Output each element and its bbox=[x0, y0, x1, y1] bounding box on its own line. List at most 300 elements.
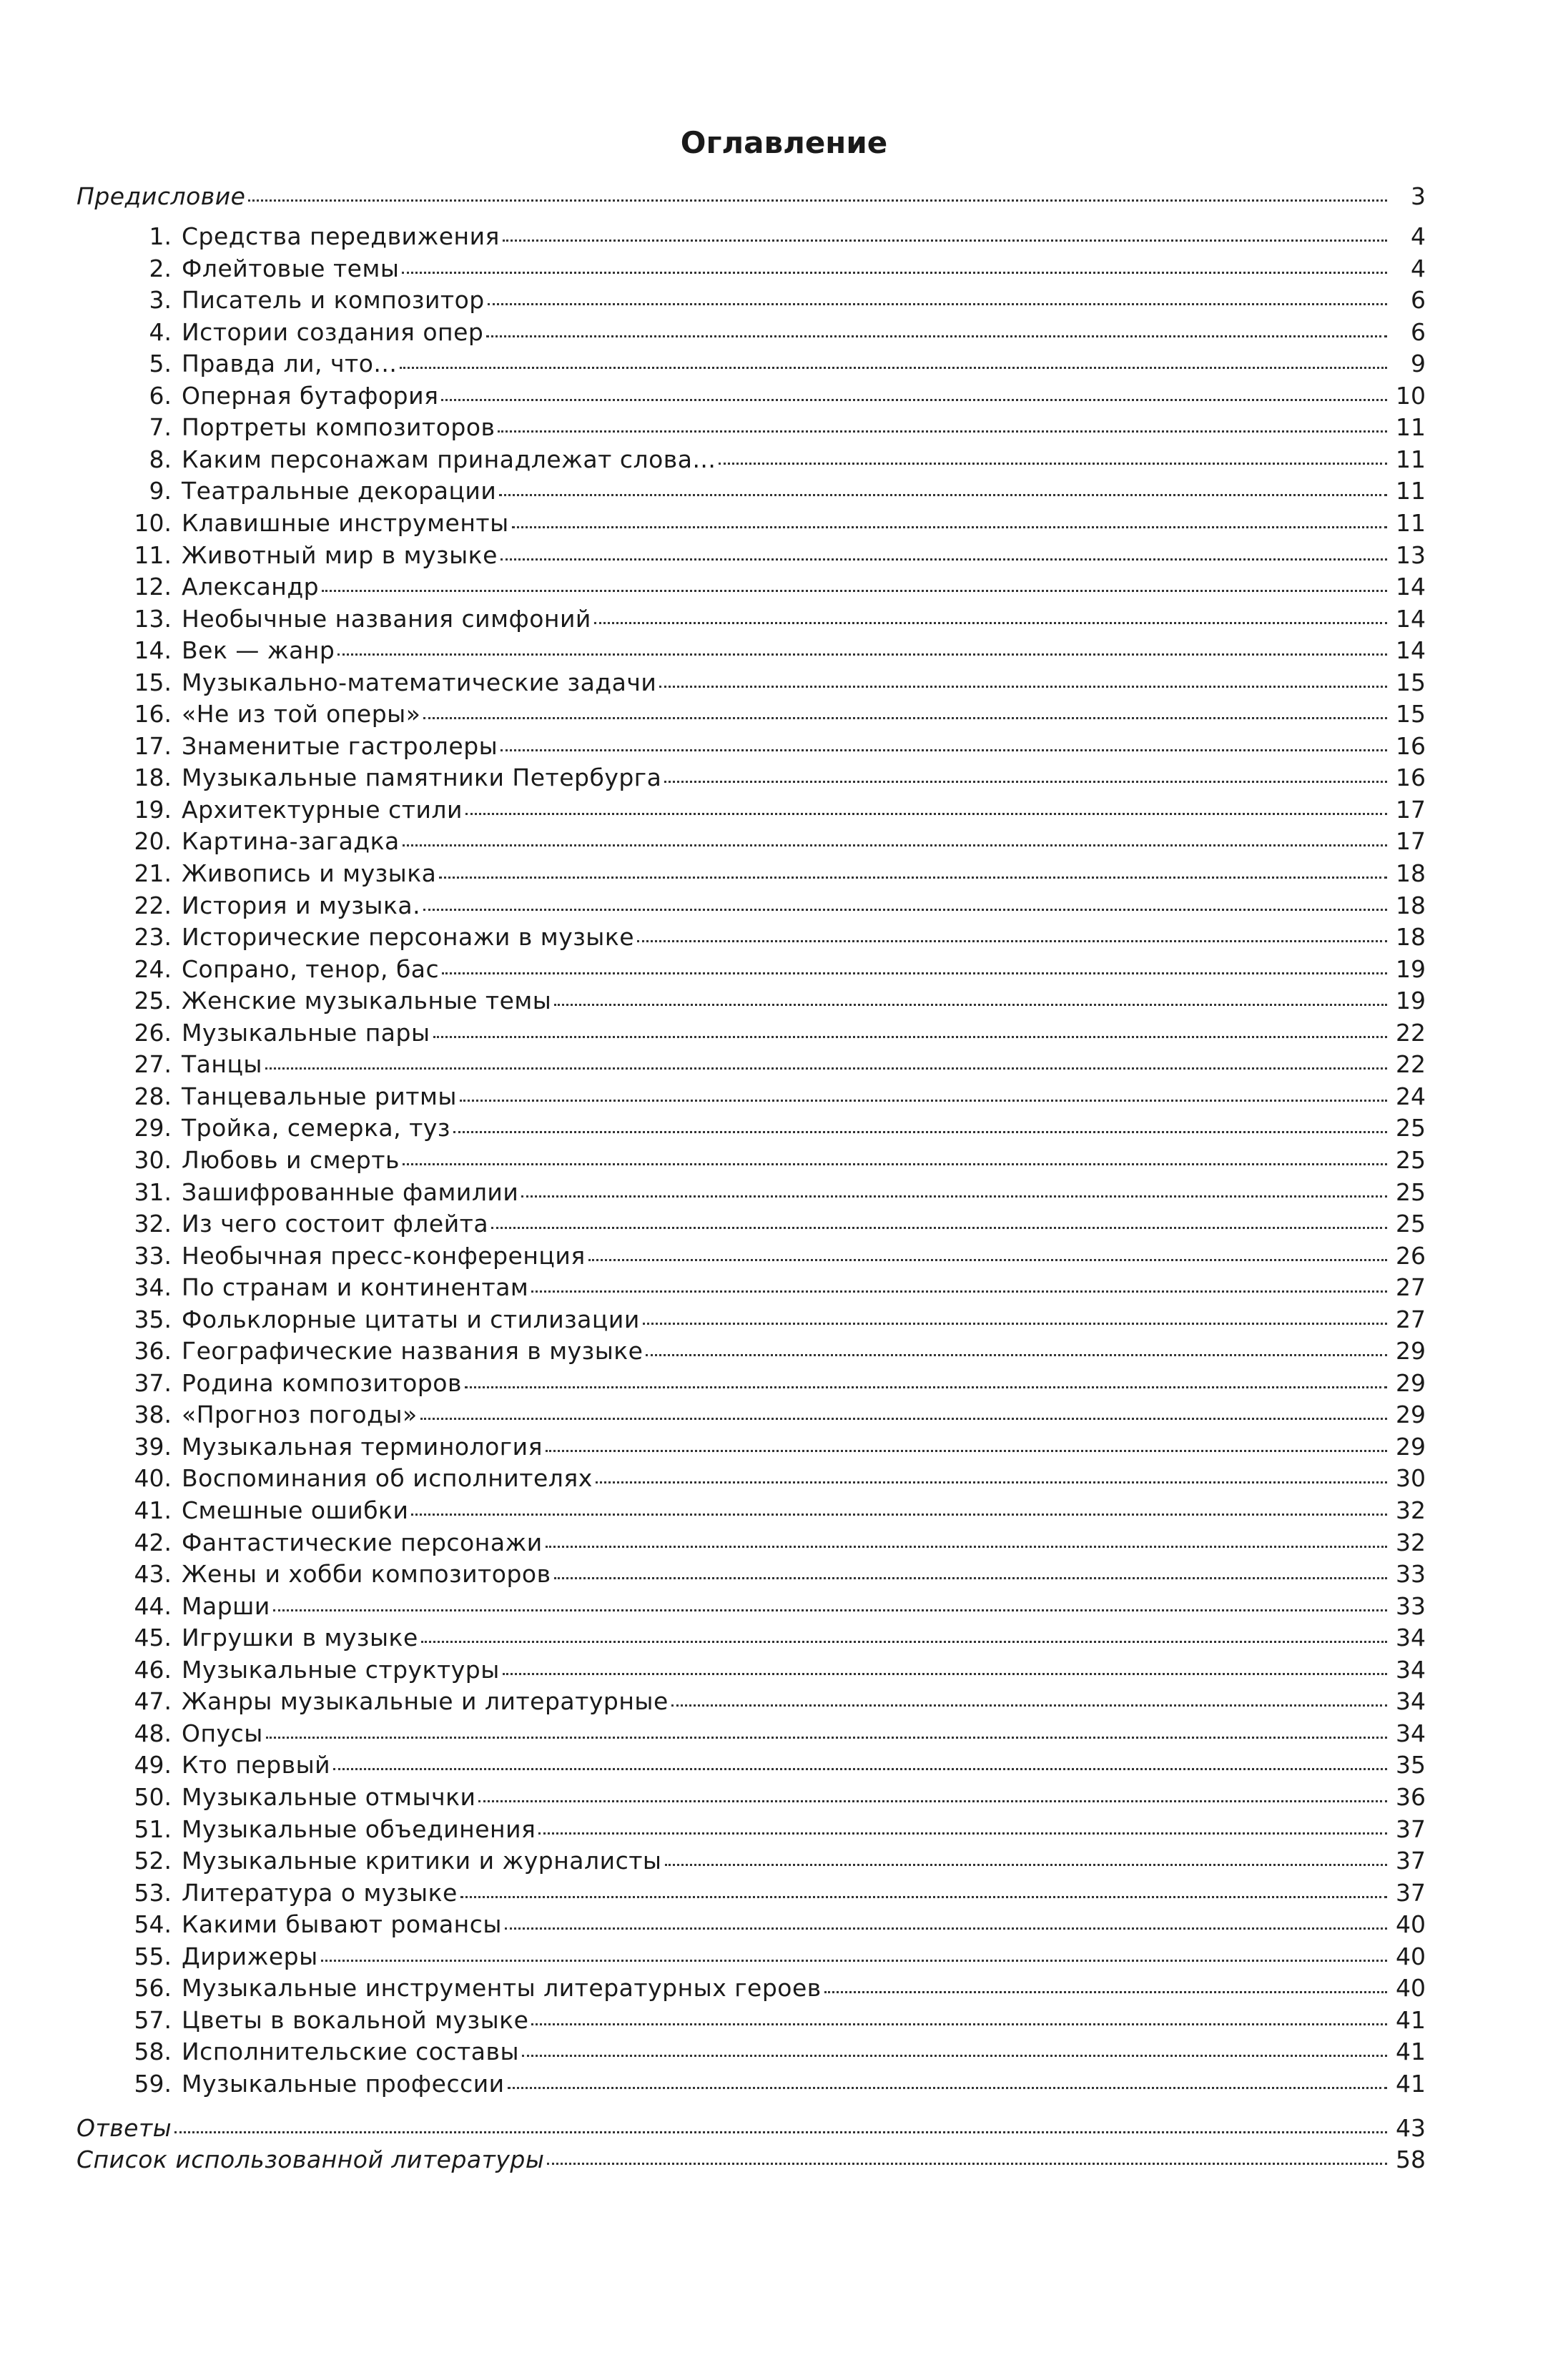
toc-entry-number: 29. bbox=[134, 1114, 172, 1142]
toc-entry-page: 34 bbox=[1396, 1656, 1426, 1684]
dot-leader bbox=[501, 749, 1387, 751]
toc-entry-page: 25 bbox=[1396, 1146, 1426, 1174]
toc-entry-number: 24. bbox=[134, 955, 172, 983]
toc-entry[interactable] bbox=[0, 285, 1568, 316]
toc-entry-label: Марши bbox=[182, 1592, 270, 1620]
toc-entry-page: 22 bbox=[1396, 1019, 1426, 1047]
toc-front-preface[interactable] bbox=[0, 181, 1568, 212]
toc-entry-page: 41 bbox=[1396, 2070, 1426, 2098]
toc-entry-number: 36. bbox=[134, 1337, 172, 1365]
toc-entry-number: 53. bbox=[134, 1879, 172, 1907]
toc-entry-label: Портреты композиторов bbox=[182, 413, 495, 441]
toc-entry-label: Дирижеры bbox=[182, 1942, 318, 1970]
toc-entry-number: 16. bbox=[134, 700, 172, 728]
toc-entry-number: 14. bbox=[134, 636, 172, 664]
dot-leader bbox=[460, 1099, 1387, 1102]
toc-entry-label: Музыкальная терминология bbox=[182, 1433, 543, 1461]
dot-leader bbox=[596, 1481, 1387, 1483]
toc-entry-page: 29 bbox=[1396, 1369, 1426, 1397]
toc-entry[interactable] bbox=[0, 253, 1568, 285]
toc-entry-page: 19 bbox=[1396, 987, 1426, 1014]
dot-leader bbox=[538, 1832, 1387, 1835]
toc-entry[interactable] bbox=[0, 412, 1568, 443]
toc-entry-label: Любовь и смерть bbox=[182, 1146, 400, 1174]
toc-entry-number: 1. bbox=[149, 222, 172, 250]
toc-entry-page: 11 bbox=[1396, 509, 1426, 537]
toc-entry-number: 42. bbox=[134, 1529, 172, 1556]
toc-entry-page: 29 bbox=[1396, 1337, 1426, 1365]
toc-entry-label: Век — жанр bbox=[182, 636, 335, 664]
toc-entry-label: Женские музыкальные темы bbox=[182, 987, 552, 1014]
toc-entry-number: 35. bbox=[134, 1305, 172, 1333]
dot-leader bbox=[403, 1162, 1387, 1165]
toc-entry-number: 51. bbox=[134, 1815, 172, 1843]
toc-entry-label: Какими бывают романсы bbox=[182, 1910, 502, 1938]
toc-entry[interactable] bbox=[0, 1845, 1568, 1877]
dot-leader bbox=[486, 335, 1387, 337]
toc-entry[interactable] bbox=[0, 1208, 1568, 1240]
toc-entry-number: 59. bbox=[134, 2070, 172, 2098]
toc-entry[interactable] bbox=[0, 1272, 1568, 1303]
toc-entry[interactable] bbox=[0, 1240, 1568, 1272]
toc-entry[interactable] bbox=[0, 348, 1568, 380]
toc-entry-number: 44. bbox=[134, 1592, 172, 1620]
toc-entry-number: 8. bbox=[149, 445, 172, 473]
toc-entry[interactable] bbox=[0, 1431, 1568, 1463]
toc-entry-label: Географические названия в музыке bbox=[182, 1337, 644, 1365]
toc-entry-label: Сопрано, тенор, бас bbox=[182, 955, 440, 983]
toc-entry[interactable] bbox=[0, 1559, 1568, 1590]
toc-entry-number: 7. bbox=[149, 413, 172, 441]
dot-leader bbox=[266, 1736, 1387, 1739]
dot-leader bbox=[546, 1545, 1387, 1548]
toc-entry-page: 40 bbox=[1396, 1942, 1426, 1970]
toc-entry-page: 40 bbox=[1396, 1974, 1426, 2002]
toc-entry[interactable] bbox=[0, 1399, 1568, 1431]
toc-entry-page: 6 bbox=[1411, 318, 1426, 346]
toc-entry-number: 9. bbox=[149, 477, 172, 505]
dot-leader bbox=[265, 1067, 1387, 1070]
toc-entry-label: Музыкальные пары bbox=[182, 1019, 430, 1047]
toc-entry-number: 2. bbox=[149, 255, 172, 282]
dot-leader bbox=[546, 1449, 1387, 1452]
toc-entry[interactable] bbox=[0, 380, 1568, 412]
toc-entry-label: Жанры музыкальные и литературные bbox=[182, 1687, 669, 1715]
toc-entry-page: 58 bbox=[1396, 2146, 1426, 2173]
toc-entry-page: 16 bbox=[1396, 764, 1426, 791]
toc-entry-number: 23. bbox=[134, 923, 172, 951]
toc-entry-label: Музыкальные объединения bbox=[182, 1815, 536, 1843]
toc-entry-page: 14 bbox=[1396, 605, 1426, 633]
toc-entry[interactable] bbox=[0, 1941, 1568, 1973]
toc-entry[interactable] bbox=[0, 1622, 1568, 1654]
dot-leader bbox=[174, 2131, 1387, 2133]
dot-leader bbox=[441, 398, 1387, 401]
toc-entry-label: Исторические персонажи в музыке bbox=[182, 923, 635, 951]
toc-entry-number: 56. bbox=[134, 1974, 172, 2002]
toc-entry-number: 17. bbox=[134, 732, 172, 760]
toc-entry[interactable] bbox=[0, 858, 1568, 889]
toc-entry-page: 41 bbox=[1396, 2038, 1426, 2065]
toc-entry-label: Танцы bbox=[182, 1050, 262, 1078]
toc-entry-page: 41 bbox=[1396, 2006, 1426, 2034]
toc-entry-label: Картина-загадка bbox=[182, 827, 400, 855]
toc-entry-label: Живопись и музыка bbox=[182, 859, 437, 887]
toc-entry-page: 6 bbox=[1411, 286, 1426, 314]
toc-entry-number: 46. bbox=[134, 1656, 172, 1684]
toc-entry-page: 25 bbox=[1396, 1210, 1426, 1238]
toc-entry-label: Каким персонажам принадлежат слова... bbox=[182, 445, 716, 473]
toc-entry-page: 33 bbox=[1396, 1560, 1426, 1588]
toc-entry-number: 45. bbox=[134, 1624, 172, 1652]
toc-entry-page: 30 bbox=[1396, 1464, 1426, 1492]
toc-entry[interactable] bbox=[0, 603, 1568, 635]
toc-entry[interactable] bbox=[0, 508, 1568, 539]
toc-entry-label: Смешные ошибки bbox=[182, 1496, 409, 1524]
dot-leader bbox=[411, 1513, 1387, 1516]
toc-entry-page: 36 bbox=[1396, 1783, 1426, 1811]
toc-entry-number: 28. bbox=[134, 1082, 172, 1110]
toc-entry[interactable] bbox=[0, 1145, 1568, 1176]
toc-entry-page: 4 bbox=[1411, 255, 1426, 282]
toc-entry-number: 31. bbox=[134, 1178, 172, 1206]
toc-entry-label: Животный мир в музыке bbox=[182, 541, 498, 569]
dot-leader bbox=[421, 1640, 1387, 1643]
toc-entry-page: 24 bbox=[1396, 1082, 1426, 1110]
toc-entry-number: 27. bbox=[134, 1050, 172, 1078]
toc-entry-label: Архитектурные стили bbox=[182, 796, 463, 824]
toc-entry-number: 30. bbox=[134, 1146, 172, 1174]
dot-leader bbox=[488, 302, 1387, 305]
toc-entry-number: 32. bbox=[134, 1210, 172, 1238]
toc-entry-label: Цветы в вокальной музыке bbox=[182, 2006, 529, 2034]
toc-entry-label: Из чего состоит флейта bbox=[182, 1210, 489, 1238]
toc-entry[interactable] bbox=[0, 1177, 1568, 1208]
dot-leader bbox=[402, 271, 1387, 274]
toc-entry-number: 15. bbox=[134, 668, 172, 696]
toc-entry-page: 18 bbox=[1396, 859, 1426, 887]
toc-entry-page: 4 bbox=[1411, 222, 1426, 250]
toc-entry-page: 34 bbox=[1396, 1687, 1426, 1715]
toc-entry-page: 15 bbox=[1396, 668, 1426, 696]
dot-leader bbox=[423, 908, 1387, 911]
toc-entry-label: По странам и континентам bbox=[182, 1273, 529, 1301]
toc-entry-label: Средства передвижения bbox=[182, 222, 500, 250]
toc-entry[interactable] bbox=[0, 2068, 1568, 2100]
toc-entry-number: 49. bbox=[134, 1751, 172, 1779]
dot-leader bbox=[588, 1258, 1387, 1261]
toc-entry-number: 5. bbox=[149, 350, 172, 377]
dot-leader bbox=[522, 2054, 1387, 2057]
dot-leader bbox=[503, 1672, 1387, 1675]
toc-entry-page: 11 bbox=[1396, 477, 1426, 505]
dot-leader bbox=[420, 1417, 1387, 1420]
toc-entry-page: 16 bbox=[1396, 732, 1426, 760]
dot-leader bbox=[400, 366, 1387, 369]
dot-leader bbox=[403, 844, 1387, 846]
toc-entry-label: Воспоминания об исполнителях bbox=[182, 1464, 593, 1492]
toc-entry[interactable] bbox=[0, 1495, 1568, 1526]
toc-entry-number: 26. bbox=[134, 1019, 172, 1047]
toc-entry[interactable] bbox=[0, 1049, 1568, 1080]
toc-entry-label: Жены и хобби композиторов bbox=[182, 1560, 551, 1588]
page-title: Оглавление bbox=[680, 125, 888, 160]
toc-entry-label: Тройка, семерка, туз bbox=[182, 1114, 450, 1142]
dot-leader bbox=[646, 1353, 1387, 1356]
dot-leader bbox=[460, 1895, 1387, 1898]
dot-leader bbox=[512, 525, 1387, 528]
dot-leader bbox=[719, 462, 1387, 465]
dot-leader bbox=[508, 2086, 1387, 2089]
toc-entry-label: Музыкальные памятники Петербурга bbox=[182, 764, 662, 791]
toc-entry-page: 34 bbox=[1396, 1719, 1426, 1747]
toc-entry[interactable] bbox=[0, 1718, 1568, 1749]
toc-entry[interactable] bbox=[0, 1686, 1568, 1717]
toc-entry-label: Знаменитые гастролеры bbox=[182, 732, 498, 760]
toc-entry-number: 57. bbox=[134, 2006, 172, 2034]
toc-entry-page: 22 bbox=[1396, 1050, 1426, 1078]
toc-entry-page: 19 bbox=[1396, 955, 1426, 983]
toc-entry[interactable] bbox=[0, 221, 1568, 252]
toc-entry[interactable] bbox=[0, 540, 1568, 571]
toc-entry-page: 13 bbox=[1396, 541, 1426, 569]
dot-leader bbox=[554, 1576, 1387, 1579]
toc-entry-page: 43 bbox=[1396, 2114, 1426, 2142]
toc-entry-page: 10 bbox=[1396, 382, 1426, 410]
toc-entry-number: 12. bbox=[134, 573, 172, 601]
toc-entry-label: Истории создания опер bbox=[182, 318, 484, 346]
dot-leader bbox=[659, 685, 1387, 688]
toc-entry-label: Список использованной литературы bbox=[77, 2146, 545, 2173]
toc-entry[interactable] bbox=[0, 826, 1568, 857]
toc-entry-page: 11 bbox=[1396, 445, 1426, 473]
dot-leader bbox=[442, 972, 1387, 974]
toc-entry-number: 55. bbox=[134, 1942, 172, 1970]
toc-entry[interactable] bbox=[0, 1081, 1568, 1112]
dot-leader bbox=[465, 1386, 1387, 1388]
dot-leader bbox=[637, 939, 1387, 942]
toc-entry-label: Оперная бутафория bbox=[182, 382, 439, 410]
toc-entry-label: Опусы bbox=[182, 1719, 263, 1747]
toc-entry-number: 47. bbox=[134, 1687, 172, 1715]
toc-entry-page: 14 bbox=[1396, 573, 1426, 601]
toc-entry[interactable] bbox=[0, 890, 1568, 922]
toc-entry[interactable] bbox=[0, 317, 1568, 348]
toc-entry-label: Предисловие bbox=[77, 182, 246, 210]
toc-entry-label: Ответы bbox=[77, 2114, 172, 2142]
toc-entry-page: 17 bbox=[1396, 796, 1426, 824]
toc-entry-number: 18. bbox=[134, 764, 172, 791]
toc-entry[interactable] bbox=[0, 1814, 1568, 1845]
toc-entry-number: 39. bbox=[134, 1433, 172, 1461]
toc-entry-page: 29 bbox=[1396, 1433, 1426, 1461]
toc-entry[interactable] bbox=[0, 1463, 1568, 1494]
toc-entry-label: Необычные названия симфоний bbox=[182, 605, 591, 633]
toc-entry-number: 37. bbox=[134, 1369, 172, 1397]
dot-leader bbox=[824, 1990, 1387, 1993]
toc-entry-number: 43. bbox=[134, 1560, 172, 1588]
toc-entry[interactable] bbox=[0, 1782, 1568, 1813]
dot-leader bbox=[499, 493, 1387, 496]
toc-entry-page: 34 bbox=[1396, 1624, 1426, 1652]
toc-entry-number: 13. bbox=[134, 605, 172, 633]
dot-leader bbox=[664, 780, 1387, 783]
toc-entry-page: 27 bbox=[1396, 1273, 1426, 1301]
toc-entry[interactable] bbox=[0, 1112, 1568, 1144]
toc-entry-page: 32 bbox=[1396, 1529, 1426, 1556]
toc-entry-label: Клавишные инструменты bbox=[182, 509, 509, 537]
toc-entry-page: 37 bbox=[1396, 1847, 1426, 1875]
toc-entry[interactable] bbox=[0, 1749, 1568, 1781]
dot-leader bbox=[643, 1322, 1387, 1325]
toc-back-bibliography[interactable] bbox=[0, 2144, 1568, 2176]
toc-entry[interactable] bbox=[0, 731, 1568, 762]
toc-entry[interactable] bbox=[0, 2036, 1568, 2068]
toc-entry[interactable] bbox=[0, 475, 1568, 507]
toc-entry-page: 15 bbox=[1396, 700, 1426, 728]
dot-leader bbox=[665, 1863, 1388, 1866]
dot-leader bbox=[531, 2023, 1387, 2025]
toc-entry-number: 6. bbox=[149, 382, 172, 410]
toc-entry-label: Правда ли, что... bbox=[182, 350, 398, 377]
toc-entry-page: 17 bbox=[1396, 827, 1426, 855]
dot-leader bbox=[453, 1130, 1387, 1133]
toc-entry-number: 19. bbox=[134, 796, 172, 824]
toc-entry[interactable] bbox=[0, 1591, 1568, 1622]
dot-leader bbox=[671, 1704, 1387, 1707]
toc-entry-label: Музыкальные профессии bbox=[182, 2070, 505, 2098]
toc-entry-label: Театральные декорации bbox=[182, 477, 497, 505]
toc-entry-label: Кто первый bbox=[182, 1751, 331, 1779]
dot-leader bbox=[439, 876, 1387, 879]
toc-entry-page: 25 bbox=[1396, 1178, 1426, 1206]
toc-entry-label: Зашифрованные фамилии bbox=[182, 1178, 519, 1206]
toc-entry[interactable] bbox=[0, 1527, 1568, 1559]
toc-entry[interactable] bbox=[0, 954, 1568, 985]
toc-entry-label: История и музыка. bbox=[182, 892, 421, 919]
toc-entry-page: 26 bbox=[1396, 1242, 1426, 1270]
toc-entry[interactable] bbox=[0, 794, 1568, 826]
toc-entry-page: 27 bbox=[1396, 1305, 1426, 1333]
toc-entry-number: 3. bbox=[149, 286, 172, 314]
toc-entry-number: 21. bbox=[134, 859, 172, 887]
toc-entry-number: 4. bbox=[149, 318, 172, 346]
toc-entry-page: 37 bbox=[1396, 1879, 1426, 1907]
toc-entry[interactable] bbox=[0, 1654, 1568, 1686]
toc-entry-number: 54. bbox=[134, 1910, 172, 1938]
toc-entry-number: 48. bbox=[134, 1719, 172, 1747]
toc-entry-page: 35 bbox=[1396, 1751, 1426, 1779]
toc-back-answers[interactable] bbox=[0, 2113, 1568, 2144]
toc-entry[interactable] bbox=[0, 635, 1568, 666]
toc-entry-label: Музыкальные критики и журналисты bbox=[182, 1847, 662, 1875]
dot-leader bbox=[478, 1799, 1387, 1802]
toc-entry[interactable] bbox=[0, 1336, 1568, 1367]
dot-leader bbox=[248, 199, 1387, 202]
toc-entry-label: Музыкальные инструменты литературных героев bbox=[182, 1974, 822, 2002]
toc-entry-number: 25. bbox=[134, 987, 172, 1014]
toc-entry-label: Музыкально-математические задачи bbox=[182, 668, 657, 696]
toc-entry[interactable] bbox=[0, 985, 1568, 1017]
toc-entry[interactable] bbox=[0, 1368, 1568, 1399]
toc-entry-number: 41. bbox=[134, 1496, 172, 1524]
toc-entry-page: 29 bbox=[1396, 1401, 1426, 1428]
toc-entry-label: Литература о музыке bbox=[182, 1879, 458, 1907]
dot-leader bbox=[433, 1035, 1387, 1038]
dot-leader bbox=[321, 1959, 1387, 1962]
toc-entry-number: 11. bbox=[134, 541, 172, 569]
toc-entry-label: Фантастические персонажи bbox=[182, 1529, 543, 1556]
toc-entry[interactable] bbox=[0, 1909, 1568, 1940]
toc-entry[interactable] bbox=[0, 1973, 1568, 2004]
toc-entry[interactable] bbox=[0, 667, 1568, 698]
toc-entry-page: 18 bbox=[1396, 923, 1426, 951]
toc-entry-page: 9 bbox=[1411, 350, 1426, 377]
toc-entry[interactable] bbox=[0, 444, 1568, 475]
toc-entry-label: «Не из той оперы» bbox=[182, 700, 421, 728]
toc-entry-label: Флейтовые темы bbox=[182, 255, 400, 282]
dot-leader bbox=[554, 1003, 1387, 1006]
toc-entry-label: Фольклорные цитаты и стилизации bbox=[182, 1305, 640, 1333]
toc-entry[interactable] bbox=[0, 2005, 1568, 2036]
toc-entry-number: 58. bbox=[134, 2038, 172, 2065]
dot-leader bbox=[521, 1195, 1387, 1198]
toc-entry[interactable] bbox=[0, 1017, 1568, 1049]
toc-entry[interactable] bbox=[0, 762, 1568, 794]
toc-entry-page: 25 bbox=[1396, 1114, 1426, 1142]
toc-entry[interactable] bbox=[0, 922, 1568, 953]
toc-entry-label: Игрушки в музыке bbox=[182, 1624, 418, 1652]
toc-entry-label: Музыкальные отмычки bbox=[182, 1783, 476, 1811]
dot-leader bbox=[498, 430, 1387, 433]
toc-entry-page: 14 bbox=[1396, 636, 1426, 664]
toc-entry-label: Родина композиторов bbox=[182, 1369, 462, 1397]
dot-leader bbox=[547, 2162, 1387, 2165]
toc-entry-number: 50. bbox=[134, 1783, 172, 1811]
dot-leader bbox=[423, 716, 1387, 719]
toc-entry-number: 10. bbox=[134, 509, 172, 537]
toc-entry[interactable] bbox=[0, 1304, 1568, 1336]
toc-entry-number: 22. bbox=[134, 892, 172, 919]
toc-entry-page: 33 bbox=[1396, 1592, 1426, 1620]
toc-entry-label: Необычная пресс-конференция bbox=[182, 1242, 586, 1270]
toc-entry[interactable] bbox=[0, 698, 1568, 730]
dot-leader bbox=[491, 1226, 1387, 1229]
toc-entry[interactable] bbox=[0, 571, 1568, 603]
toc-entry-page: 32 bbox=[1396, 1496, 1426, 1524]
toc-entry-page: 37 bbox=[1396, 1815, 1426, 1843]
toc-entry-number: 34. bbox=[134, 1273, 172, 1301]
toc-entry-page: 18 bbox=[1396, 892, 1426, 919]
dot-leader bbox=[322, 589, 1387, 592]
toc-entry-number: 40. bbox=[134, 1464, 172, 1492]
toc-entry-label: Писатель и композитор bbox=[182, 286, 485, 314]
toc-entry-label: Исполнительские составы bbox=[182, 2038, 520, 2065]
toc-entry-label: «Прогноз погоды» bbox=[182, 1401, 418, 1428]
toc-entry[interactable] bbox=[0, 1877, 1568, 1909]
toc-entry-number: 20. bbox=[134, 827, 172, 855]
dot-leader bbox=[505, 1927, 1387, 1930]
toc-entry-label: Музыкальные структуры bbox=[182, 1656, 500, 1684]
toc-entry-number: 33. bbox=[134, 1242, 172, 1270]
dot-leader bbox=[337, 653, 1387, 656]
toc-entry-page: 3 bbox=[1411, 182, 1426, 210]
dot-leader bbox=[333, 1767, 1387, 1770]
dot-leader bbox=[531, 1290, 1387, 1293]
toc-entry-label: Александр bbox=[182, 573, 320, 601]
toc-entry-page: 40 bbox=[1396, 1910, 1426, 1938]
toc-entry-page: 11 bbox=[1396, 413, 1426, 441]
